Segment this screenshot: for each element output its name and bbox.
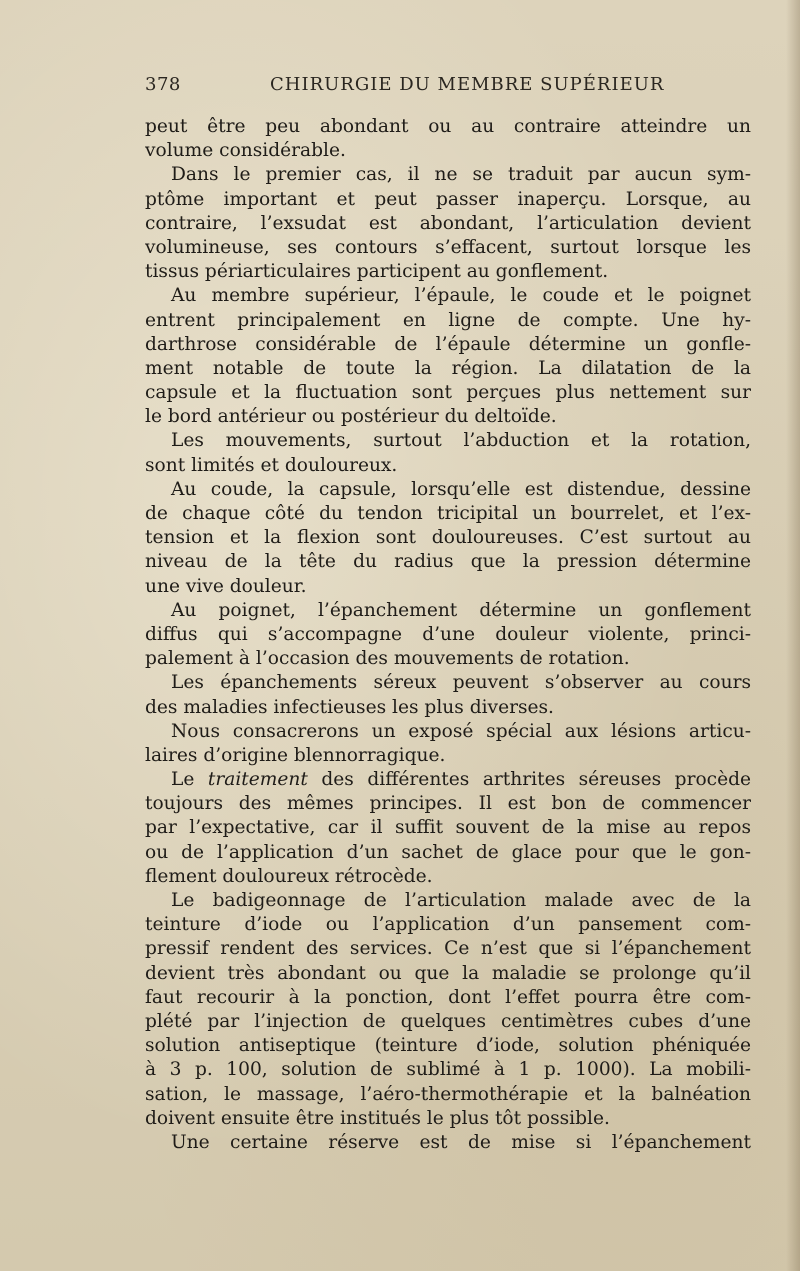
text-line: sont limités et douloureux. [145,454,398,476]
text-line: Les épanchements séreux peuvent s’observer au cours [171,672,751,694]
text-line: toujours des mêmes principes. Il est bon de commencer [145,793,751,815]
text-line: laires d’origine blennorragique. [145,744,446,766]
text-line: de chaque côté du tendon tricipital un bourrelet, et l’ex- [145,503,751,524]
page-edge-shadow [786,0,800,1271]
text-line: flement douloureux rétrocède. [145,865,433,887]
text-line: diffus qui s’accompagne d’une douleur violente, princi- [145,623,751,645]
text-line: Le badigeonnage de l’articulation malade avec de la [171,890,751,911]
text-line: entrent principalement en ligne de compte. Une hy- [145,309,751,331]
text-line: des maladies infectieuses les plus diverses. [145,696,554,718]
text-line: par l’expectative, car il suffit souvent de la mise au repos [145,817,751,839]
page-number: 378 [145,74,181,95]
page-header [145,74,750,98]
text-line: darthrose considérable de l’épaule détermine un gonfle- [145,333,751,355]
text-segment: Le [171,769,208,791]
text-line: pressif rendent des services. Ce n’est que si l’épanchement [145,938,751,960]
text-line: une vive douleur. [145,575,307,597]
text-line: Au coude, la capsule, lorsqu’elle est distendue, dessine [171,478,751,500]
text-line: tension et la flexion sont douloureuses. C’est surtout au [145,527,751,549]
text-line: à 3 p. 100, solution de sublimé à 1 p. 1000). La mobili- [145,1059,751,1081]
text-line: Dans le premier cas, il ne se traduit par aucun sym- [171,164,751,186]
text-line: plété par l’injection de quelques centimètres cubes d’une [145,1010,751,1032]
text-line: solution antiseptique (teinture d’iode, solution phéniquée [145,1035,751,1057]
text-line: teinture d’iode ou l’application d’un pansement com- [145,914,751,936]
text-line: ptôme important et peut passer inaperçu. Lorsque, au [145,188,751,210]
text-line: niveau de la tête du radius que la pression détermine [145,551,751,573]
body-text [145,115,751,1155]
text-line: faut recourir à la ponction, dont l’effet pourra être com- [145,986,751,1008]
text-line: Les mouvements, surtout l’abduction et la rotation, [171,430,751,452]
text-line: contraire, l’exsudat est abondant, l’articulation devient [145,212,751,234]
text-line: sation, le massage, l’aéro-thermothérapie et la balnéation [145,1083,751,1105]
text-line: Au poignet, l’épanchement détermine un gonflement [171,599,751,621]
text-segment: des différentes arthrites séreuses procède [307,769,751,791]
text-line: ou de l’application d’un sachet de glace pour que le gon- [145,841,751,863]
text-line: Une certaine réserve est de mise si l’épanchement [171,1131,751,1153]
text-line: volume considérable. [145,140,346,162]
text-line: devient très abondant ou que la maladie se prolonge qu’il [145,962,751,984]
text-line: volumineuse, ses contours s’effacent, surtout lorsque les [145,236,751,258]
text-line: capsule et la fluctuation sont perçues plus nettement sur [145,382,751,404]
text-line: le bord antérieur ou postérieur du deltoïde. [145,406,557,428]
text-line: Au membre supérieur, l’épaule, le coude et le poignet [171,285,751,307]
text-line [145,768,751,792]
text-line: ment notable de toute la région. La dilatation de la [145,357,751,379]
text-line: tissus périarticulaires participent au gonflement. [145,261,609,283]
running-head: CHIRURGIE DU MEMBRE SUPÉRIEUR [270,74,665,95]
text-line: doivent ensuite être institués le plus tôt possible. [145,1107,610,1129]
text-line: peut être peu abondant ou au contraire atteindre un [145,116,751,137]
text-line: palement à l’occasion des mouvements de rotation. [145,648,630,670]
italic-term: traitement [207,769,308,791]
text-line: Nous consacrerons un exposé spécial aux lésions articu- [171,720,751,742]
